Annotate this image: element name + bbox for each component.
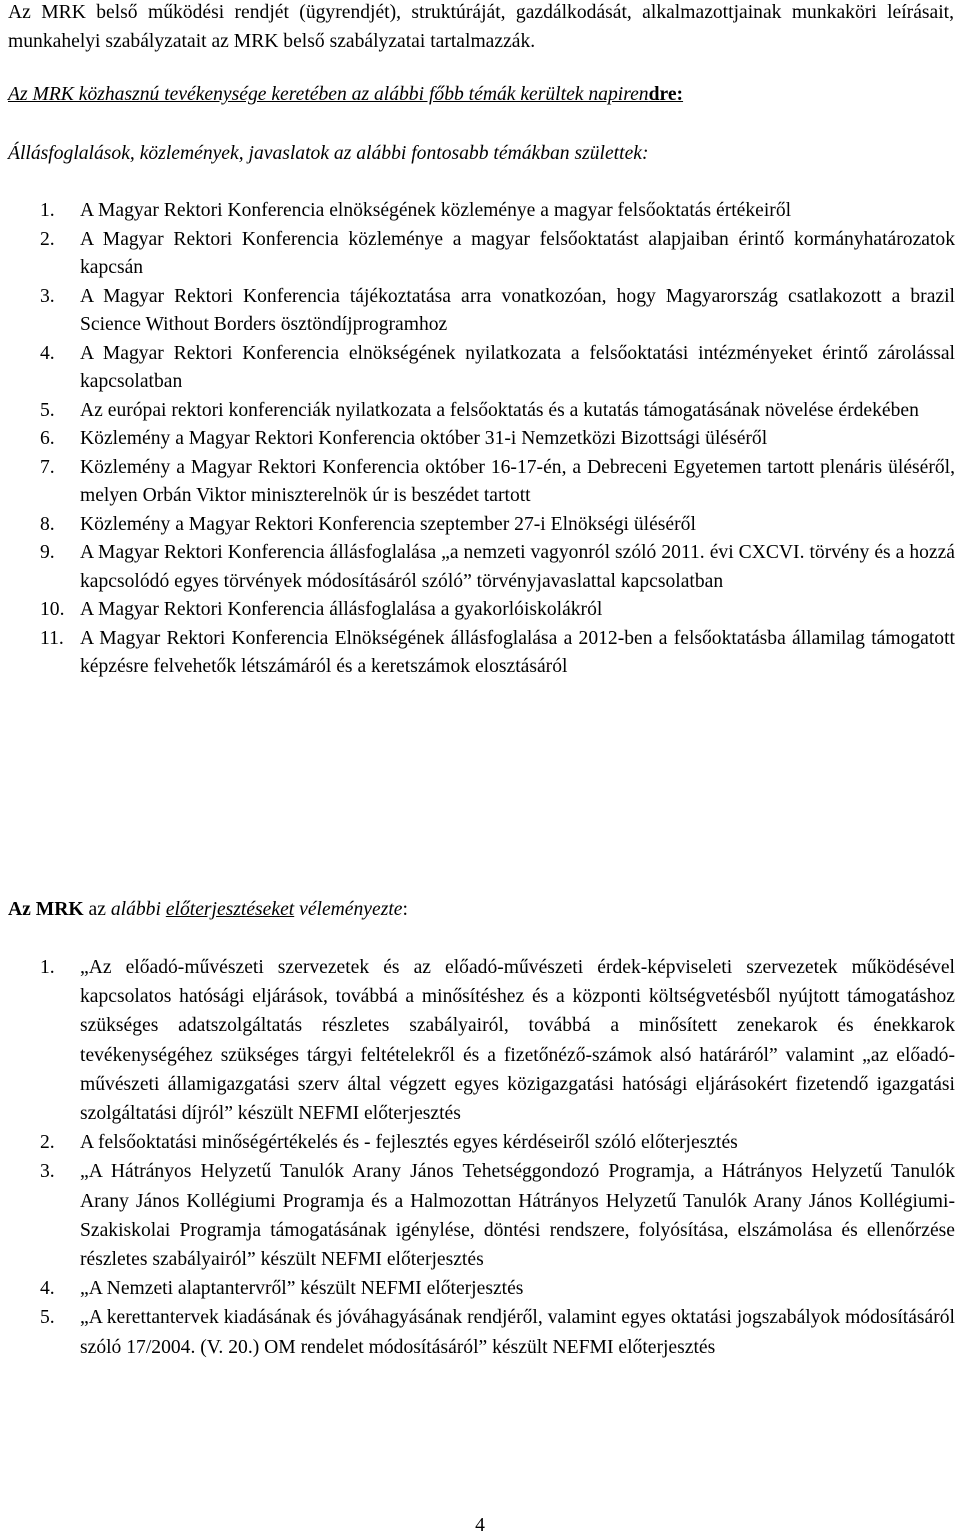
item-number: 4.	[40, 342, 55, 364]
proposals-heading-underlined: előterjesztéseket	[165, 899, 295, 920]
list-item	[0, 425, 955, 454]
intro-paragraph: Az MRK belső működési rendjét (ügyrendjét), struktúráját, gazdálkodását, alkalmazottjainak munkaköri leírásait, munkahelyi szabályzatait az MRK belső szabályzatai tartalmazzák.	[8, 2, 954, 52]
list-item	[0, 397, 955, 426]
list-item	[0, 197, 955, 226]
item-text: A Magyar Rektori Konferencia tájékoztatása arra vonatkozóan, hogy Magyarország csatlakozott a brazil Science Without Borders ösztöndíjprogramhoz	[80, 285, 955, 335]
proposals-heading-italic-end: véleményezte	[294, 899, 403, 920]
item-text: „A Hátrányos Helyzetű Tanulók Arany János Tehetséggondozó Programja, a Hátrányos Helyzetű Tanulók Arany János Kollégiumi Programja és a Halmozottan Hátrányos Helyzetű Tanulók Arany János Kollégiumi-Szakiskolai Programja támogatásának igénylése, döntési rendszere, folyósítása, elszámolása és ellenőrzése részletes szabályairól” készült NEFMI előterjesztés	[80, 1161, 955, 1271]
proposals-heading-bold: Az MRK	[8, 899, 89, 920]
proposals-list	[0, 953, 955, 1362]
item-number: 8.	[40, 513, 55, 535]
list-item	[0, 539, 955, 596]
list-item	[0, 340, 955, 397]
item-number: 2.	[40, 1132, 55, 1154]
proposals-heading-colon: :	[402, 899, 408, 920]
list-item	[0, 454, 955, 511]
proposals-heading	[8, 895, 954, 924]
list-item	[0, 1157, 955, 1274]
item-text: A Magyar Rektori Konferencia állásfoglalása „a nemzeti vagyonról szóló 2011. évi CXCVI. törvény és a hozzá kapcsolódó egyes törvények módosításáról szóló” törvényjavaslattal kapcsolatban	[80, 542, 955, 592]
proposals-heading-normal: az	[88, 899, 111, 920]
item-text: A felsőoktatási minőségértékelés és - fejlesztés egyes kérdéseiről szóló előterjesztés	[80, 1132, 738, 1154]
proposals-heading-italic: alábbi	[110, 899, 166, 920]
list-item	[0, 1274, 955, 1303]
statements-heading: Állásfoglalások, közlemények, javaslatok az alábbi fontosabb témákban születtek:	[8, 143, 649, 164]
list-item	[0, 596, 955, 625]
list-item	[0, 625, 955, 682]
item-text: Közlemény a Magyar Rektori Konferencia október 16-17-én, a Debreceni Egyetemen tartott plenáris üléséről, melyen Orbán Viktor miniszterelnök úr is beszédet tartott	[80, 456, 955, 506]
page-number: 4	[475, 1515, 485, 1536]
list-item	[0, 953, 955, 1128]
list-item	[0, 226, 955, 283]
item-text: Közlemény a Magyar Rektori Konferencia október 31-i Nemzetközi Bizottsági üléséről	[80, 428, 768, 449]
item-number: 11.	[40, 627, 64, 649]
item-text: A Magyar Rektori Konferencia elnökségének közleménye a magyar felsőoktatás értékeiről	[80, 200, 792, 221]
list-item	[0, 1303, 955, 1361]
topics-heading	[8, 80, 954, 109]
item-number: 2.	[40, 228, 55, 250]
topics-heading-bold: dre:	[648, 84, 684, 105]
item-number: 6.	[40, 428, 55, 449]
item-text: A Magyar Rektori Konferencia közleménye a magyar felsőoktatást alapjaiban érintő kormányhatározatok kapcsán	[80, 228, 955, 278]
list-item	[0, 1128, 955, 1157]
item-text: „Az előadó-művészeti szervezetek és az előadó-művészeti érdek-képviseleti szervezetek működésével kapcsolatos hatósági eljárások, továbbá a minősítéshez és a központi költségvetésből nyújtott támogatáshoz szükséges adatszolgáltatás részletes szabályairól, továbbá a minősített zenekarok és énekkarok tevékenységéhez szükséges tárgyi feltételekről és a fizetőnéző-számok alsó határáról” valamint „az előadó-művészeti államigazgatási szerv által végzett egyes közigazgatási hatósági eljárásokért fizetendő igazgatási szolgáltatási díjról” készült NEFMI előterjesztés	[80, 957, 955, 1125]
topics-heading-italic: Az MRK közhasznú tevékenysége keretében az alábbi főbb témák kerültek napiren	[8, 84, 649, 105]
item-text: „A Nemzeti alaptantervről” készült NEFMI előterjesztés	[80, 1278, 524, 1300]
item-text: A Magyar Rektori Konferencia állásfoglalása a gyakorlóiskolákról	[80, 599, 603, 620]
item-number: 3.	[40, 285, 55, 307]
item-text: „A kerettantervek kiadásának és jóváhagyásának rendjéről, valamint egyes oktatási jogszabályok módosításáról szóló 17/2004. (V. 20.) OM rendelet módosításáról” készült NEFMI előterjesztés	[80, 1307, 955, 1358]
item-number: 10.	[40, 599, 65, 620]
item-text: A Magyar Rektori Konferencia Elnökségének állásfoglalása a 2012-ben a felsőoktatásba államilag támogatott képzésre felvehetők létszámáról és a keretszámok elosztásáról	[80, 627, 955, 677]
item-text: A Magyar Rektori Konferencia elnökségének nyilatkozata a felsőoktatási intézményeket érintő zárolással kapcsolatban	[80, 342, 955, 392]
list-item	[0, 283, 955, 340]
item-number: 4.	[40, 1278, 55, 1300]
item-number: 1.	[40, 200, 55, 221]
list-item	[0, 511, 955, 540]
item-text: Közlemény a Magyar Rektori Konferencia szeptember 27-i Elnökségi üléséről	[80, 513, 696, 535]
item-number: 1.	[40, 957, 55, 978]
statements-list	[0, 197, 955, 682]
item-number: 7.	[40, 456, 55, 478]
item-text: Az európai rektori konferenciák nyilatkozata a felsőoktatás és a kutatás támogatásának növelése érdekében	[80, 399, 919, 421]
item-number: 5.	[40, 399, 55, 421]
item-number: 5.	[40, 1307, 55, 1329]
item-number: 3.	[40, 1161, 55, 1183]
item-number: 9.	[40, 542, 55, 563]
